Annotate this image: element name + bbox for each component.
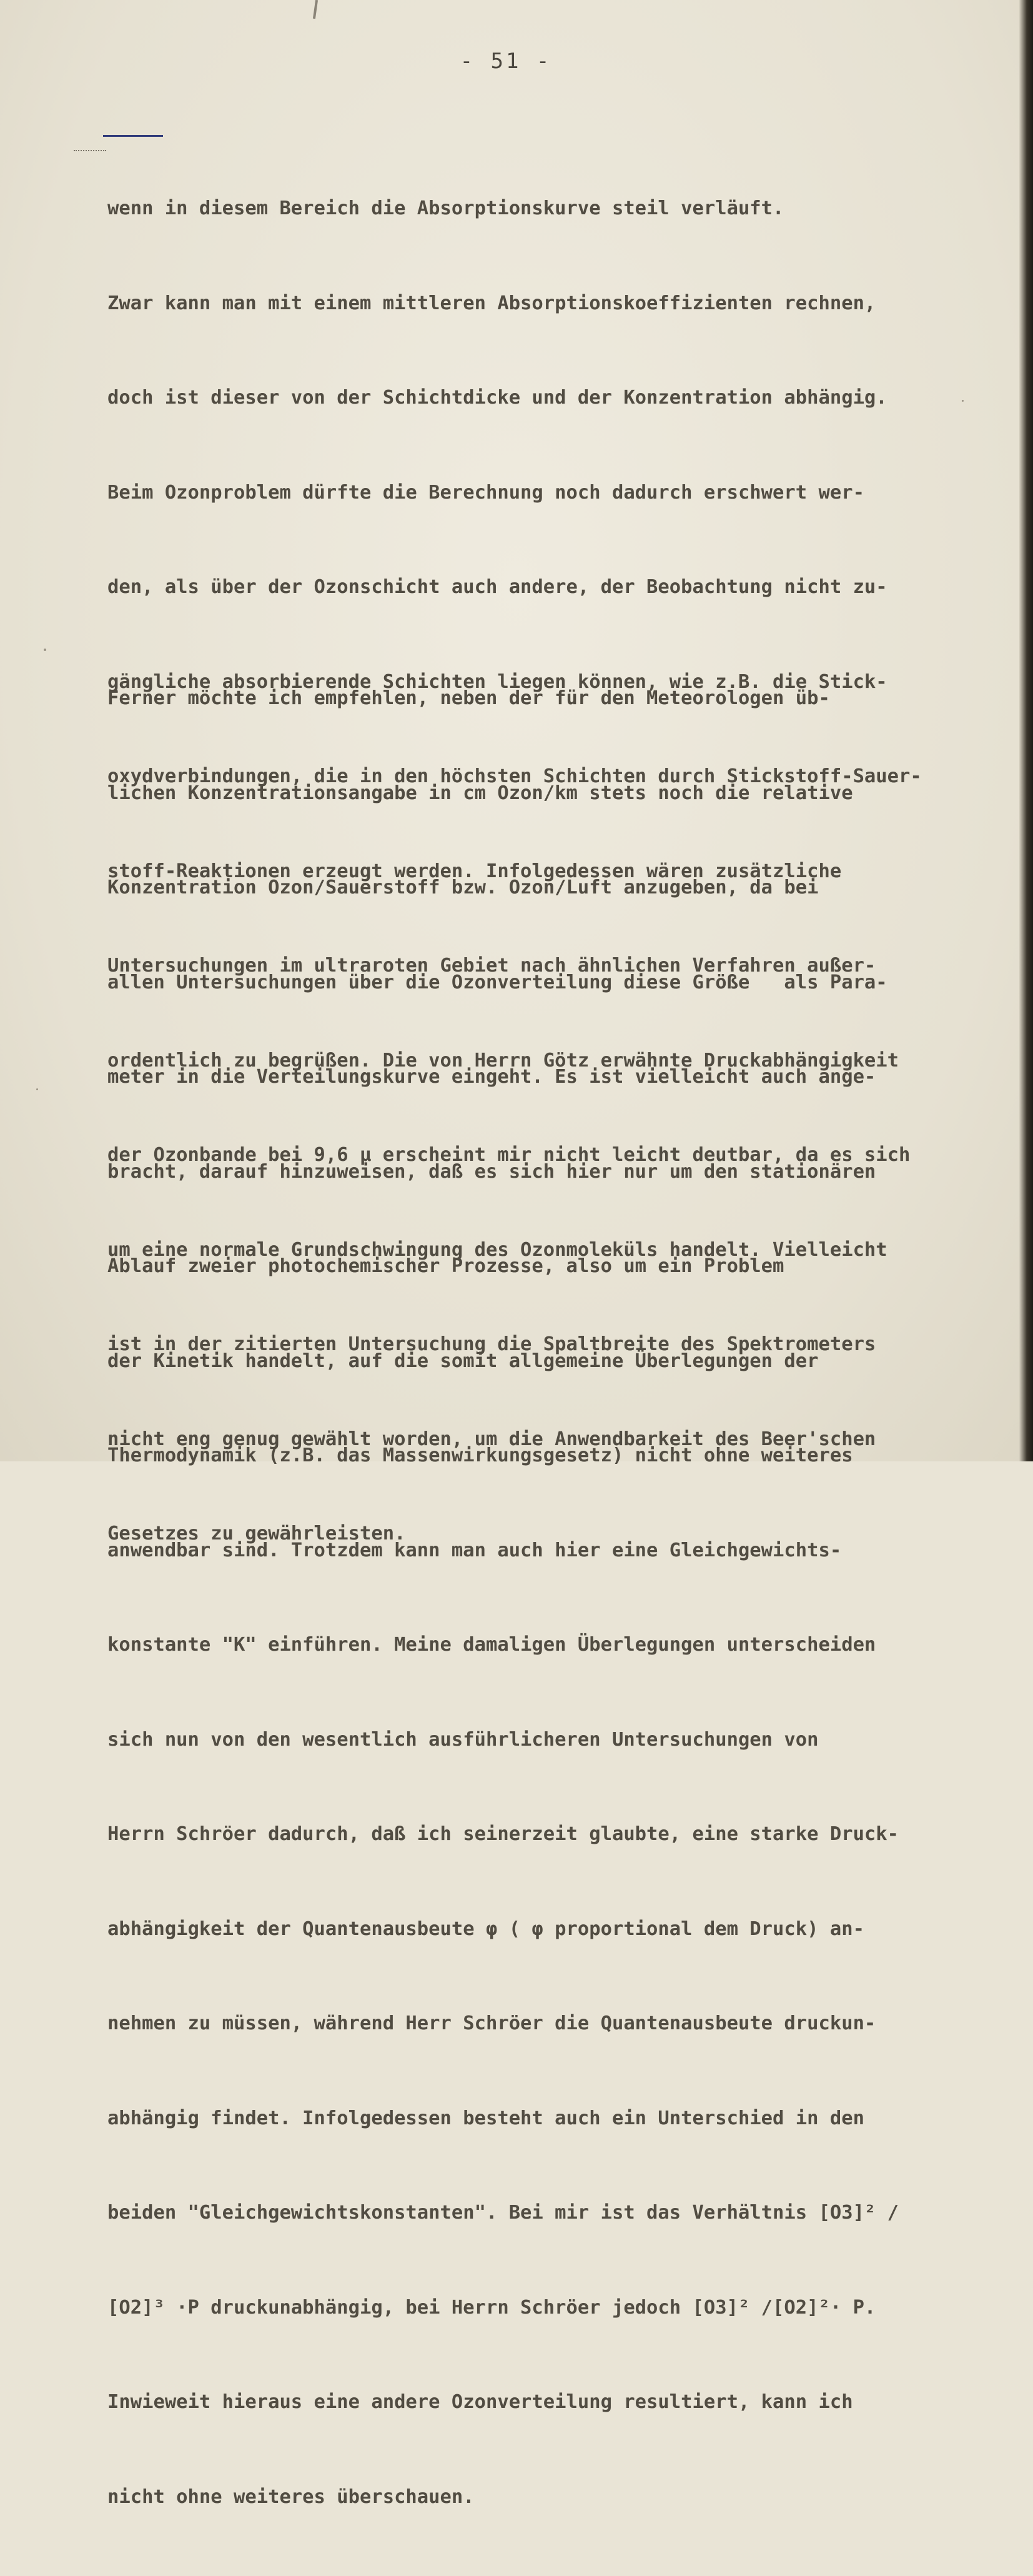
text-line: abhängigkeit der Quantenausbeute φ ( φ proportional dem Druck) an- — [107, 1917, 864, 1940]
text-line: Inwieweit hieraus eine andere Ozonverteilung resultiert, kann ich — [107, 2391, 853, 2413]
text-line: meter in die Verteilungskurve eingeht. Es ist vielleicht auch ange- — [107, 1066, 876, 1088]
paper-speck — [44, 649, 46, 651]
text-line: doch ist dieser von der Schichtdicke und der Konzentration abhängig. — [107, 387, 887, 409]
text-line: abhängig findet. Infolgedessen besteht auch ein Unterschied in den — [107, 2107, 864, 2129]
text-line: Beim Ozonproblem dürfte die Berechnung noch dadurch erschwert wer- — [107, 481, 864, 504]
text-line: der Kinetik handelt, auf die somit allgemeine Überlegungen der — [107, 1350, 819, 1372]
pen-mark — [313, 0, 318, 19]
text-line: Zwar kann man mit einem mittleren Absorptionskoeffizienten rechnen, — [107, 292, 876, 314]
text-line: allen Untersuchungen über die Ozonverteilung diese Größe als Para- — [107, 971, 887, 993]
text-line: Thermodynamik (z.B. das Massenwirkungsgesetz) nicht ohne weiteres — [107, 1445, 853, 1466]
text-line: oxydverbindungen, die in den höchsten Schichten durch Stickstoff-Sauer- — [107, 765, 922, 787]
text-line: wenn in diesem Bereich die Absorptionskurve steil verläuft. — [107, 197, 784, 219]
page-number: - 51 - — [460, 49, 552, 74]
text-line: anwendbar sind. Trotzdem kann man auch hier eine Gleichgewichts- — [107, 1539, 842, 1561]
text-line: stoff-Reaktionen erzeugt werden. Infolgedessen wären zusätzliche — [107, 860, 842, 882]
paper-speck — [962, 400, 964, 402]
text-line: bracht, darauf hinzuweisen, daß es sich hier nur um den stationären — [107, 1160, 876, 1183]
text-line: der Ozonbande bei 9,6 μ erscheint mir nicht leicht deutbar, da es sich — [107, 1144, 911, 1166]
text-line: um eine normale Grundschwingung des Ozonmoleküls handelt. Vielleicht — [107, 1238, 887, 1261]
text-line: gängliche absorbierende Schichten liegen können, wie z.B. die Stick- — [107, 670, 887, 693]
text-line: Ablauf zweier photochemischer Prozesse, also um ein Problem — [107, 1255, 784, 1277]
paragraph-2 — [107, 620, 1001, 2576]
text-line: Untersuchungen im ultraroten Gebiet nach ähnlichen Verfahren außer- — [107, 955, 876, 977]
text-line: Herrn Schröer dadurch, daß ich seinerzeit glaubte, eine starke Druck- — [107, 1823, 899, 1845]
text-line: ist in der zitierten Untersuchung die Spaltbreite des Spektrometers — [107, 1333, 876, 1355]
paper-speck — [36, 1088, 38, 1090]
text-line: den, als über der Ozonschicht auch andere, der Beobachtung nicht zu- — [107, 576, 887, 598]
text-line: lichen Konzentrationsangabe in cm Ozon/km stets noch die relative — [107, 782, 853, 804]
text-line: ordentlich zu begrüßen. Die von Herrn Götz erwähnte Druckabhängigkeit — [107, 1049, 899, 1072]
text-line: Gesetzes zu gewährleisten. — [107, 1523, 406, 1544]
text-line: Konzentration Ozon/Sauerstoff bzw. Ozon/Luft anzugeben, da bei — [107, 877, 819, 898]
text-line: nicht ohne weiteres überschauen. — [107, 2485, 475, 2508]
page-edge-shadow — [1019, 0, 1033, 1461]
text-line: [O2]³ ·P druckunabhängig, bei Herrn Schröer jedoch [O3]² /[O2]²· P. — [107, 2296, 876, 2319]
margin-dotted-mark — [74, 150, 106, 151]
text-line: Ferner möchte ich empfehlen, neben der für den Meteorologen üb- — [107, 687, 830, 709]
text-line: nehmen zu müssen, während Herr Schröer die Quantenausbeute druckun- — [107, 2012, 876, 2034]
strikethrough-mark — [103, 135, 163, 153]
text-line: nicht eng genug gewählt worden, um die Anwendbarkeit des Beer'schen — [107, 1428, 876, 1450]
text-line: beiden "Gleichgewichtskonstanten". Bei mir ist das Verhältnis [O3]² / — [107, 2202, 899, 2224]
text-line: sich nun von den wesentlich ausführlicheren Untersuchungen von — [107, 1728, 819, 1751]
text-line: konstante "K" einführen. Meine damaligen Überlegungen unterscheiden — [107, 1634, 876, 1656]
